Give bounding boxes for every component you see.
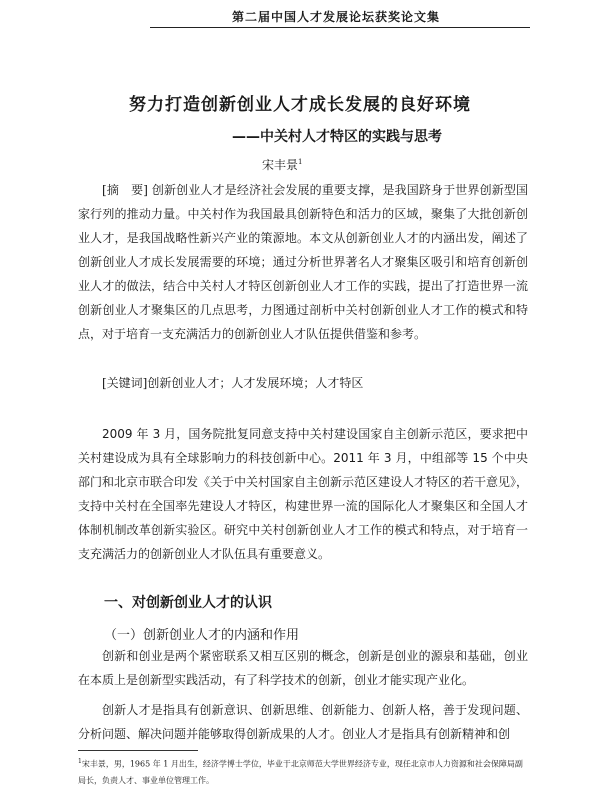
author-name: 宋丰景: [262, 158, 299, 172]
section-heading-1: 一、对创新创业人才的认识: [104, 595, 272, 611]
footnote-mark: 1: [78, 758, 82, 765]
author-note-mark: 1: [298, 158, 303, 166]
page-title: 努力打造创新创业人才成长发展的良好环境: [129, 95, 471, 115]
running-head: 第二届中国人才发展论坛获奖论文集: [232, 10, 441, 24]
abstract-text: 创新创业人才是经济社会发展的重要支撑，是我国跻身于世界创新型国家行列的推动力量。中关村作为我国最具创新特色和活力的区域，聚集了大批创新创业人才，是我国战略性新兴产业的策源地。本文从创新创业人才的内涵出发，阐述了创新创业人才成长发展需要的环境；通过分析世界著名人才聚集区吸引和培育创新创业人才的做法，结合中关村人才特区创新创业人才工作的实践，提出了打造世界一流创新创业人才聚集区的几点思考，力图通过剖析中关村创新创业人才工作的模式和特点，对于培育一支充满活力的创新创业人才队伍提供借鉴和参考。: [78, 183, 528, 341]
footnote-text: 宋丰景，男，1965 年 1 月出生，经济学博士学位，毕业于北京师范大学世界经济专业，现任北京市人力资源和社会保障局副局长，负责人才、事业单位管理工作。: [78, 759, 523, 785]
page-subtitle: ——中关村人才特区的实践与思考: [232, 129, 442, 145]
keywords-text: 创新创业人才；人才发展环境；人才特区: [147, 376, 364, 390]
abstract-label: [摘 要]: [102, 183, 148, 197]
keywords-label: [关键词]: [102, 376, 148, 390]
abstract: [78, 178, 528, 346]
keywords: [102, 374, 363, 391]
body-paragraph-2: 创新和创业是两个紧密联系又相互区别的概念，创新是创业的源泉和基础，创业在本质上是创新型实践活动，有了科学技术的创新，创业才能实现产业化。: [78, 649, 528, 687]
body-paragraph-3: 创新人才是指具有创新意识、创新思维、创新能力、创新人格，善于发现问题、分析问题、解决问题并能够取得创新成果的人才。创业人才是指具有创新精神和创: [78, 703, 528, 741]
header-rule: [150, 27, 530, 28]
footnote-rule: [78, 750, 198, 751]
body-paragraph-1: 2009 年 3 月，国务院批复同意支持中关村建设国家自主创新示范区，要求把中关村建设成为具有全球影响力的科技创新中心。2011 年 3 月，中组部等 15 个中央部门和北京市联合印发《关于中关村国家自主创新示范区建设人才特区的若干意见》，支持中关村在全国率先建设人才特区，构建世界一流的国际化人才聚集区和全国人才体制机制改革创新实验区。研究中关村创新创业人才工作的模式和特点，对于培育一支充满活力的创新创业人才队伍具有重要意义。: [78, 427, 529, 561]
footnote: [78, 754, 528, 789]
author-line: [262, 156, 302, 173]
subsection-heading-1: （一）创新创业人才的内涵和作用: [104, 628, 300, 643]
